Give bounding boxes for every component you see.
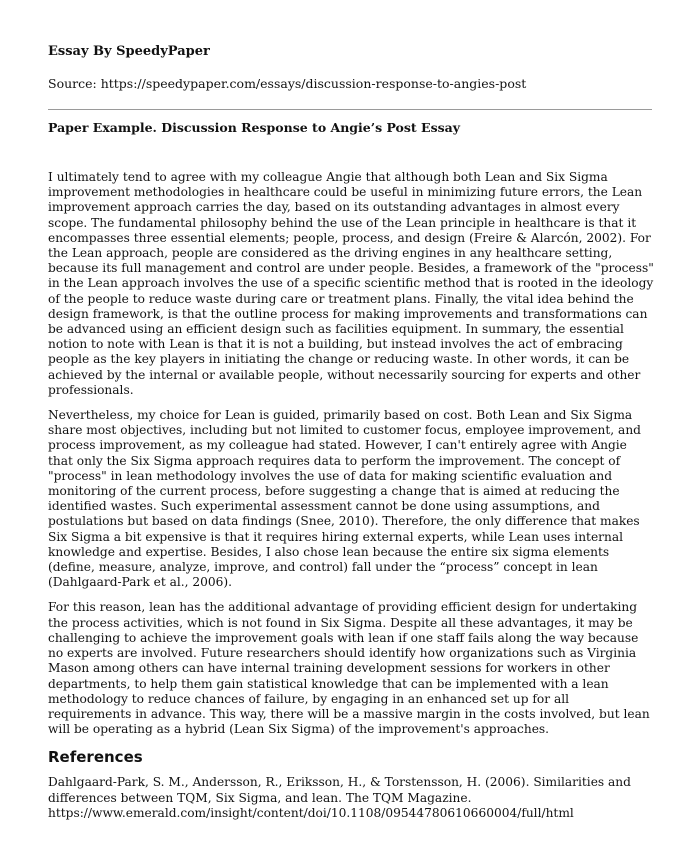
source-link[interactable]: Source: https://speedypaper.com/essays/discussion-response-to-angies-post — [48, 76, 527, 91]
essay-paragraph-1: I ultimately tend to agree with my colleague Angie that although both Lean and Six Sigma improvement methodologies in healthcare could be useful in minimizing future errors, the Lean improvement approach carries the day, based on its outstanding advantages in almost every scope. The fundamental philosophy behind the use of the Lean principle in healthcare is that it encompasses three essential elements; people, process, and design (Freire & Alarcón, 2002). For the Lean approach, people are considered as the driving engines in any healthcare setting, because its full management and control are under people. Besides, a framework of the "process" in the Lean approach involves the use of a specific scientific method that is rooted in the ideology of the people to reduce waste during care or treatment plans. Finally, the vital idea behind the design framework, is that the outline process for making improvements and transformations can be advanced using an efficient design such as facilities equipment. In summary, the essential notion to note with Lean is that it is not a building, but instead involves the act of embracing people as the key players in initiating the change or reducing waste. In other words, it can be achieved by the internal or available people, without necessarily sourcing for experts and other professionals. — [48, 170, 654, 397]
site-title: Essay By SpeedyPaper — [48, 44, 210, 59]
essay-paragraph-2: Nevertheless, my choice for Lean is guided, primarily based on cost. Both Lean and Six Sigma share most objectives, including but not limited to customer focus, employee improvement, and process improvement, as my colleague had stated. However, I can't entirely agree with Angie that only the Six Sigma approach requires data to perform the improvement. The concept of "process" in lean methodology involves the use of data for making scientific evaluation and monitoring of the current process, before suggesting a change that is aimed at reducing the identified wastes. Such experimental assessment cannot be done using assumptions, and postulations but based on data findings (Snee, 2010). Therefore, the only difference that makes Six Sigma a bit expensive is that it requires hiring external experts, while Lean uses internal knowledge and expertise. Besides, I also chose lean because the entire six sigma elements (define, measure, analyze, improve, and control) fall under the “process” concept in lean (Dahlgaard-Park et al., 2006). — [48, 408, 641, 590]
reference-item: Dahlgaard-Park, S. M., Andersson, R., Eriksson, H., & Torstensson, H. (2006). Similarities and differences between TQM, Six Sigma, and lean. The TQM Magazine. https://www.emerald.com/insight/content/doi/10.1108/09544780610660004/full/html — [48, 775, 631, 820]
essay-paragraph-3: For this reason, lean has the additional advantage of providing efficient design for undertaking the process activities, which is not found in Six Sigma. Despite all these advantages, it may be challenging to achieve the improvement goals with lean if one staff fails along the way because no experts are involved. Future researchers should identify how organizations such as Virginia Mason among others can have internal training development sessions for workers in other departments, to help them gain statistical knowledge that can be implemented with a lean methodology to reduce chances of failure, by engaging in an enhanced set up for all requirements in advance. This way, there will be a massive margin in the costs involved, but lean will be operating as a hybrid (Lean Six Sigma) of the improvement's approaches. — [48, 600, 650, 737]
references-heading: References — [48, 748, 143, 767]
header-divider — [48, 109, 652, 110]
paper-title: Paper Example. Discussion Response to Angie’s Post Essay — [48, 120, 461, 135]
page-header — [48, 42, 658, 94]
essay-body — [48, 170, 654, 831]
